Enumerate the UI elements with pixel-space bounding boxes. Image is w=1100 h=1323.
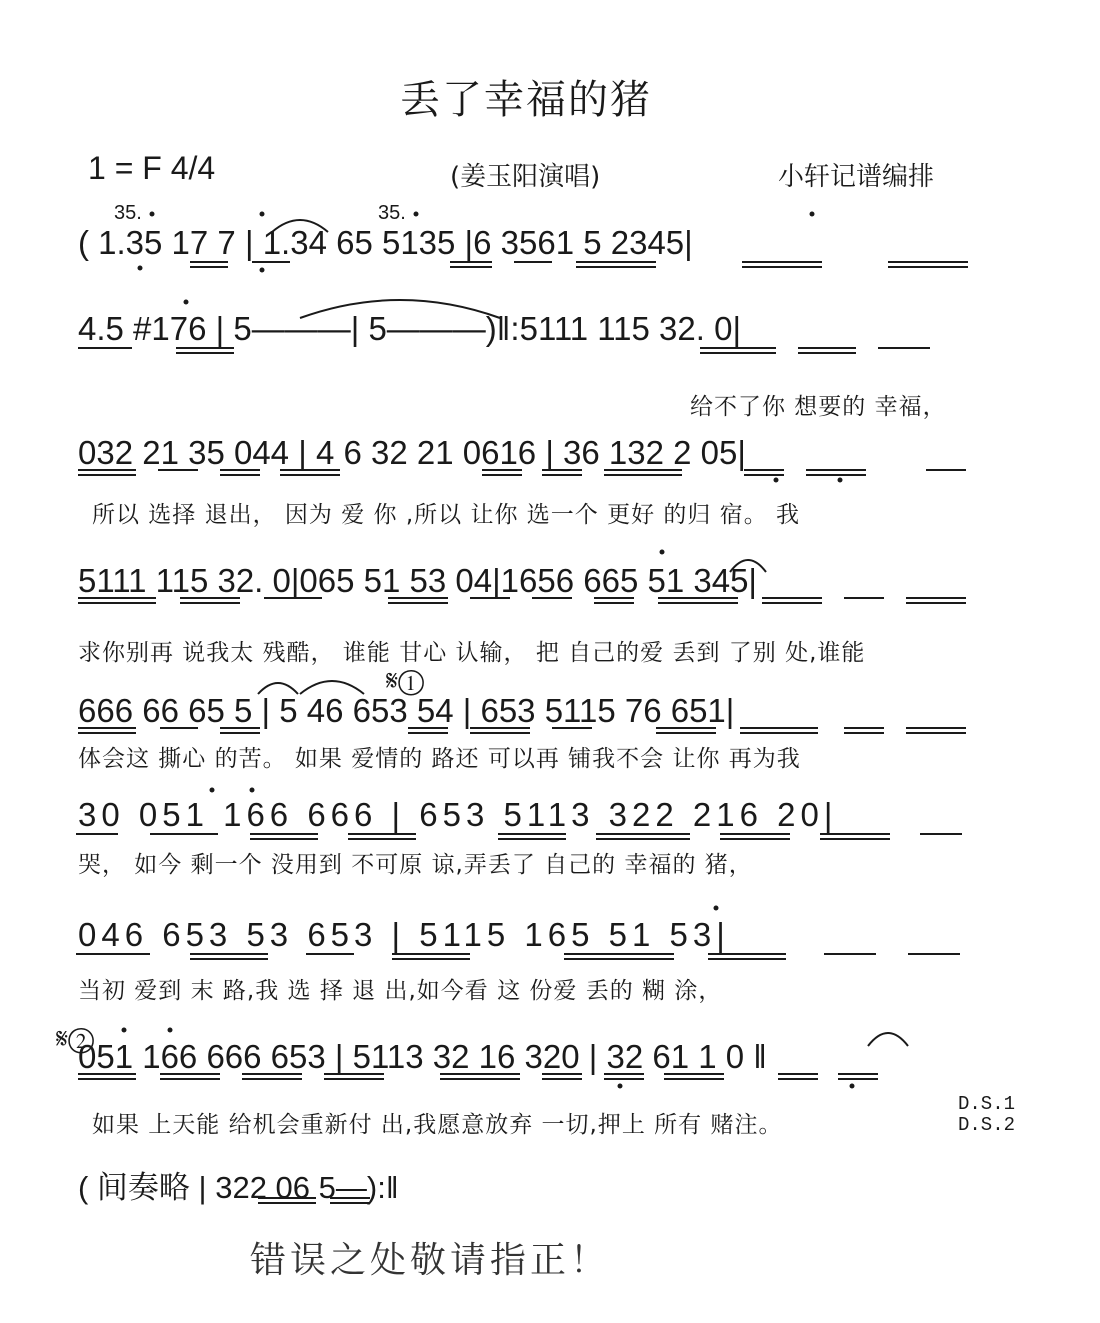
lyric-line-5: 哭， 如今 剩一个 没用到 不可原 谅,弄丢了 自己的 幸福的 猪，: [78, 852, 753, 878]
notation-line-4: 5111 115 32. 0|065 51 53 04|1656 665 51 345|: [78, 562, 757, 599]
notation-line-7: 046 653 53 653 | 5115 165 51 53|: [78, 916, 730, 953]
singer-credit: (姜玉阳演唱): [450, 162, 601, 192]
lyric-line-1: 给不了你 想要的 幸福，: [690, 394, 947, 420]
lyric-line-7: 如果 上天能 给机会重新付 出,我愿意放弃 一切,押上 所有 赌注。: [92, 1112, 783, 1138]
key-signature: 1 = F 4/4: [88, 150, 216, 186]
notation-line-6: 30 051 166 666 | 653 5113 322 216 20|: [78, 796, 838, 833]
notation-line-8: 051 166 666 653 | 5113 32 16 320 | 32 61 1 0 ‖: [78, 1038, 767, 1075]
segno-1-mark: 𝄋①: [386, 664, 425, 697]
notation-line-2: 4.5 #176 | 5———| 5———)‖:5111 115 32. 0|: [78, 310, 742, 347]
notation-line-1: ( 1.35 17 7 | 1.34 65 5135 |6 3561 5 2345|: [78, 224, 693, 261]
lyric-line-2: 所以 选择 退出， 因为 爱 你 ,所以 让你 选一个 更好 的归 宿。 我: [92, 502, 801, 528]
grace-note: 35.: [114, 202, 142, 224]
segno-2-mark: 𝄋②: [56, 1022, 95, 1055]
footer-note: 错误之处敬请指正！: [250, 1240, 611, 1281]
lyric-line-4: 体会这 撕心 的苦。 如果 爱情的 路还 可以再 铺我不会 让你 再为我: [78, 746, 801, 772]
score-title: 丢了幸福的猪: [400, 77, 652, 123]
ds-1-label: D.S.1: [958, 1093, 1016, 1115]
grace-note: 35.: [378, 202, 406, 224]
arranger-credit: 小轩记谱编排: [778, 162, 935, 192]
notation-line-3: 032 21 35 044 | 4 6 32 21 0616 | 36 132 2 05|: [78, 434, 746, 471]
notation-line-5: 666 66 65 5 | 5 46 653 54 | 653 5115 76 651|: [78, 692, 735, 729]
ds-2-label: D.S.2: [958, 1114, 1016, 1136]
lyric-line-3: 求你别再 说我太 残酷， 谁能 甘心 认输， 把 自己的爱 丢到 了别 处,谁能: [78, 640, 866, 666]
lyric-line-6: 当初 爱到 末 路,我 选 择 退 出,如今看 这 份爱 丢的 糊 涂，: [78, 978, 723, 1004]
interlude-line: ( 间奏略 | 322 06 5—):‖: [78, 1170, 399, 1205]
